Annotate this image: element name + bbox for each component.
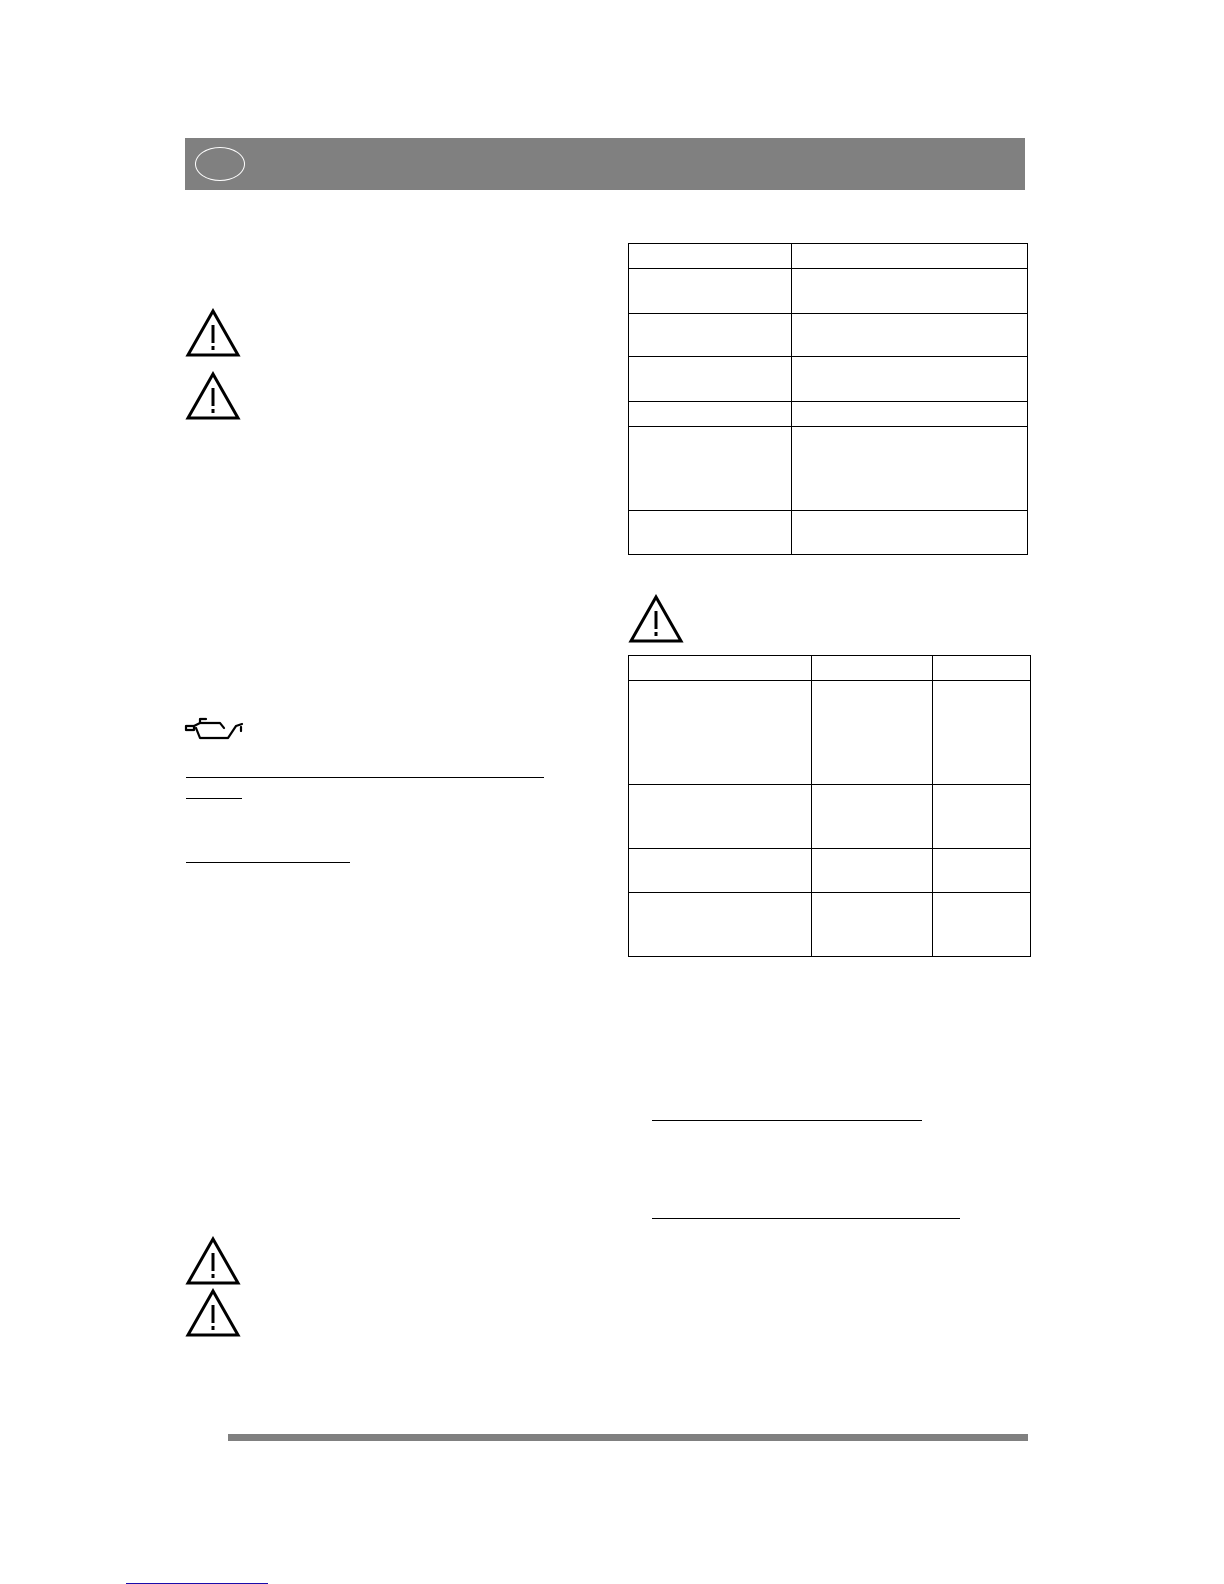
underline-rule — [186, 798, 242, 799]
underline-rule — [186, 777, 544, 778]
table-cell — [812, 849, 933, 893]
table-row — [629, 244, 1028, 269]
table-row — [629, 402, 1028, 427]
table-row — [629, 427, 1028, 511]
table-row — [629, 681, 1031, 785]
section-header-bar — [185, 138, 1025, 190]
table-cell — [933, 893, 1031, 957]
table-cell — [792, 402, 1028, 427]
table-row — [629, 357, 1028, 402]
table-cell — [812, 893, 933, 957]
table-row — [629, 656, 1031, 681]
table-cell — [812, 681, 933, 785]
table-cell — [629, 681, 812, 785]
table-row — [629, 849, 1031, 893]
table-cell — [629, 849, 812, 893]
table-cell — [792, 357, 1028, 402]
underline-rule — [186, 862, 350, 863]
table-row — [629, 893, 1031, 957]
table-cell — [629, 269, 792, 314]
oil-can-icon — [184, 714, 246, 744]
table-cell — [792, 511, 1028, 555]
specification-table — [628, 243, 1028, 555]
table-cell — [629, 656, 812, 681]
warning-triangle-icon — [185, 371, 241, 421]
underline-rule — [652, 1120, 922, 1121]
table-row — [629, 511, 1028, 555]
warning-triangle-icon — [185, 308, 241, 358]
table-row — [629, 785, 1031, 849]
language-badge — [195, 147, 245, 181]
table-cell — [792, 314, 1028, 357]
table-cell — [629, 511, 792, 555]
table-cell — [792, 244, 1028, 269]
table-cell — [792, 269, 1028, 314]
table-cell — [812, 785, 933, 849]
lubricant-table — [628, 655, 1031, 957]
underline-rule — [652, 1218, 960, 1219]
warning-triangle-icon — [185, 1236, 241, 1286]
table-cell — [792, 427, 1028, 511]
table-cell — [629, 314, 792, 357]
table-cell — [629, 785, 812, 849]
table-cell — [629, 357, 792, 402]
table-cell — [933, 785, 1031, 849]
footer-bar — [228, 1434, 1028, 1441]
table-cell — [933, 681, 1031, 785]
table-cell — [629, 402, 792, 427]
warning-triangle-icon — [185, 1288, 241, 1338]
table-row — [629, 269, 1028, 314]
table-cell — [933, 849, 1031, 893]
table-cell — [629, 244, 792, 269]
table-cell — [812, 656, 933, 681]
table-cell — [629, 893, 812, 957]
table-cell — [629, 427, 792, 511]
warning-triangle-icon — [628, 594, 684, 644]
table-cell — [933, 656, 1031, 681]
table-row — [629, 314, 1028, 357]
